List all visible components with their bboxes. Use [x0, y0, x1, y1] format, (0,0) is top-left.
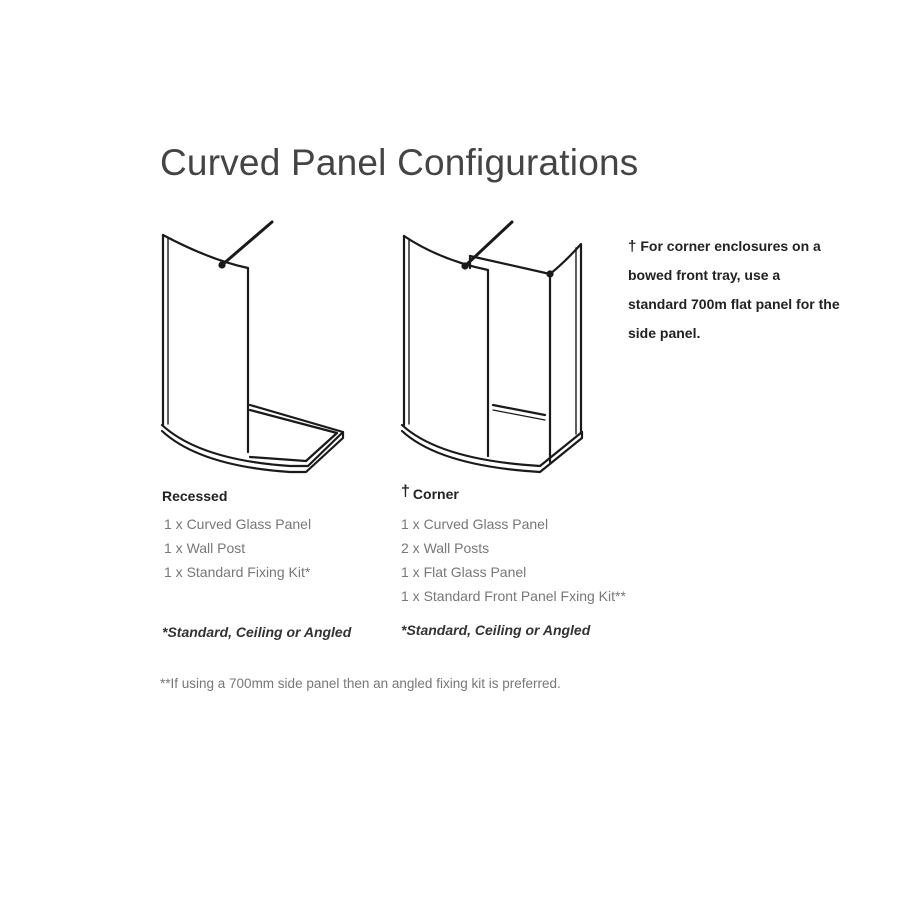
list-item: 1 x Wall Post — [164, 540, 246, 556]
dagger-symbol: † — [401, 483, 410, 500]
footnote: **If using a 700mm side panel then an angled fixing kit is preferred. — [160, 676, 561, 691]
list-item: 1 x Curved Glass Panel — [401, 516, 549, 532]
corner-heading-label: Corner — [412, 486, 459, 502]
corner-tray-note — [628, 232, 843, 348]
corner-parts-list — [401, 512, 626, 608]
recessed-heading: Recessed — [162, 488, 228, 504]
corner-enclosure-drawing — [390, 210, 600, 480]
list-item: 1 x Flat Glass Panel — [401, 564, 527, 580]
corner-heading — [401, 483, 459, 504]
list-item: 2 x Wall Posts — [401, 540, 490, 556]
list-item: 1 x Curved Glass Panel — [164, 516, 312, 532]
recessed-enclosure-drawing — [150, 210, 360, 480]
list-item: 1 x Standard Front Panel Fxing Kit** — [401, 588, 626, 604]
corner-fixing-note: *Standard, Ceiling or Angled — [401, 622, 591, 638]
note-text: For corner enclosures on a bowed front tray, use a standard 700m flat panel for the side panel. — [628, 238, 840, 341]
page-title: Curved Panel Configurations — [160, 142, 639, 183]
dagger-symbol: † — [628, 238, 637, 255]
list-item: 1 x Standard Fixing Kit* — [164, 564, 311, 580]
recessed-fixing-note: *Standard, Ceiling or Angled — [162, 624, 352, 640]
recessed-parts-list — [164, 512, 311, 584]
